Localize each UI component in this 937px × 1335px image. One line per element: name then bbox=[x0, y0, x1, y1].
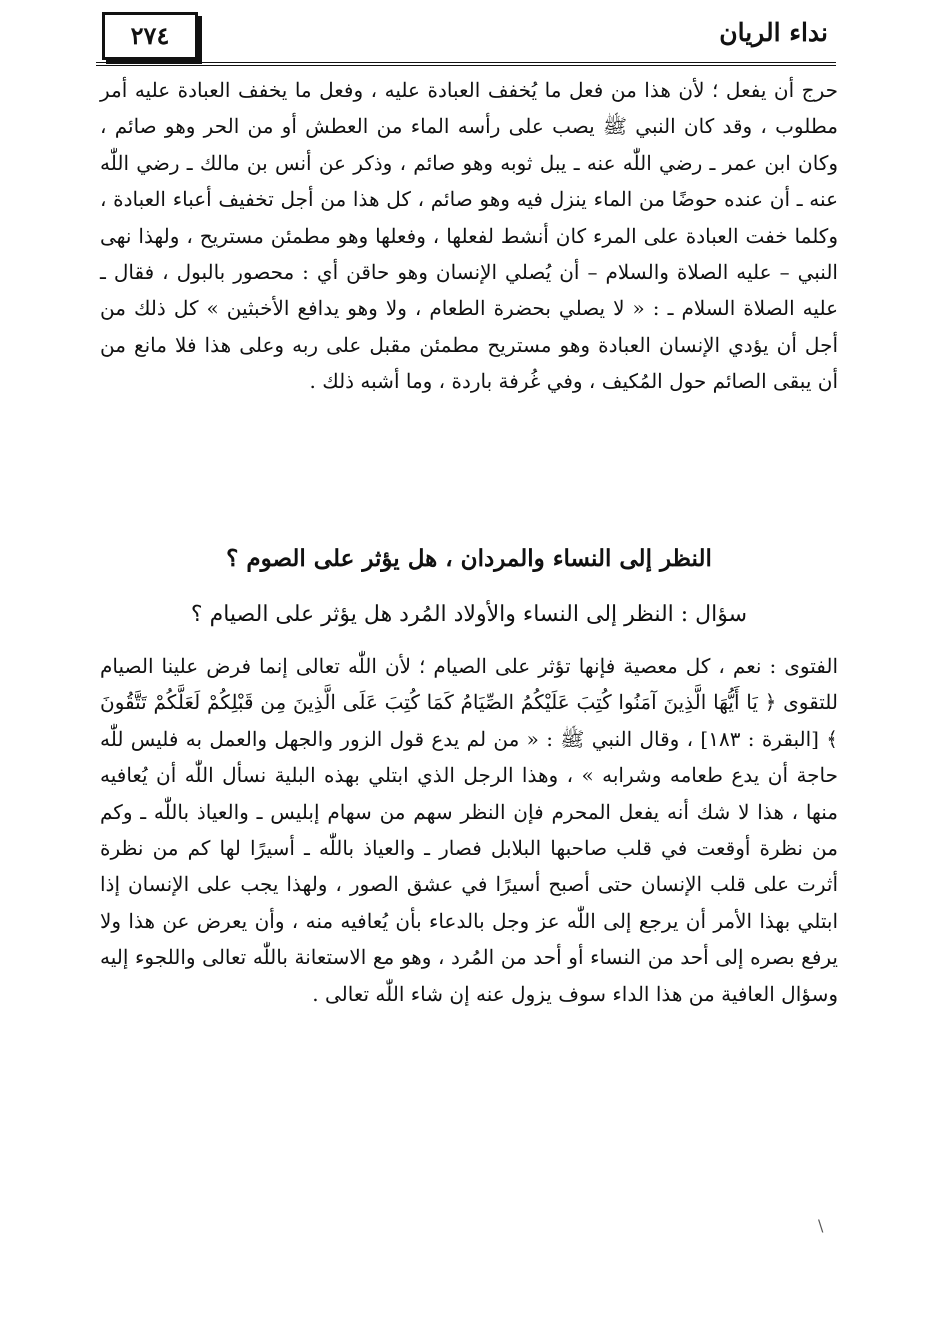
header-rule bbox=[96, 62, 836, 66]
paragraph-previous-answer: حرج أن يفعل ؛ لأن هذا من فعل ما يُخفف العبادة عليه ، وفعل ما يخفف العبادة عليه أمر مطلوب ، وقد كان النبي ﷺ يصب على رأسه الماء من العطش أو من الحر وهو صائم ، وكان ابن عمر ـ رضي اللّٰه عنه ـ يبل ثوبه وهو صائم ، وذكر عن أنس بن مالك ـ رضي اللّٰه عنه ـ أن عنده حوضًا من الماء ينزل فيه وهو صائم ، كل هذا من أجل تخفيف أعباء العبادة ، وكلما خفت العبادة على المرء كان أنشط لفعلها ، وفعلها وهو مطمئن مستريح ، ولهذا نهى النبي – عليه الصلاة والسلام – أن يُصلي الإنسان وهو حاقن أي : محصور بالبول ، فقال ـ عليه الصلاة السلام ـ : « لا يصلي بحضرة الطعام ، ولا وهو يدافع الأخبثين » كل ذلك من أجل أن يؤدي الإنسان العبادة وهو مستريح مطمئن مقبل على ربه وعلى هذا فلا مانع من أن يبقى الصائم حول المُكيف ، وفي غُرفة باردة ، وما أشبه ذلك . bbox=[100, 78, 838, 394]
book-title: نداء الريان bbox=[719, 18, 828, 47]
page-number: ٢٧٤ bbox=[102, 12, 198, 60]
paragraph-fatwa: الفتوى : نعم ، كل معصية فإنها تؤثر على الصيام ؛ لأن اللّٰه تعالى إنما فرض علينا الصيام للتقوى ﴿ يَا أَيُّهَا الَّذِينَ آمَنُوا كُتِبَ عَلَيْكُمُ الصِّيَامُ كَمَا كُتِبَ عَلَى الَّذِينَ مِن قَبْلِكُمْ لَعَلَّكُمْ تَتَّقُونَ ﴾ [البقرة : ١٨٣] ، وقال النبي ﷺ : « من لم يدع قول الزور والجهل والعمل به فليس للّٰه حاجة أن يدع طعامه وشرابه » ، وهذا الرجل الذي ابتلي بهذه البلية نسأل اللّٰه أن يُعافيه منها ، هذا لا شك أنه يفعل المحرم فإن النظر سهم من سهام إبليس ـ والعياذ باللّٰه ـ وكم من نظرة أوقعت في قلب صاحبها البلابل فصار ـ والعياذ باللّٰه ـ أسيرًا لها كم من نظرة أثرت على قلب الإنسان حتى أصبح أسيرًا في عشق الصور ، ولهذا يجب على الإنسان إذا ابتلي بهذا الأمر أن يرجع إلى اللّٰه عز وجل بالدعاء بأن يُعافيه منه ، وأن يعرض عن هذا ولا يرفع بصره إلى أحد من النساء أو أحد من المُرد ، وهو مع الاستعانة باللّٰه تعالى واللجوء إليه وسؤال العافية من هذا الداء سوف يزول عنه إن شاء اللّٰه تعالى . bbox=[100, 654, 838, 1006]
question-text: سؤال : النظر إلى النساء والأولاد المُرد هل يؤثر على الصيام ؟ bbox=[190, 602, 748, 627]
section-title: النظر إلى النساء والمردان ، هل يؤثر على الصوم ؟ bbox=[226, 545, 712, 572]
page-header bbox=[96, 10, 836, 62]
margin-mark: \ bbox=[818, 1216, 824, 1235]
